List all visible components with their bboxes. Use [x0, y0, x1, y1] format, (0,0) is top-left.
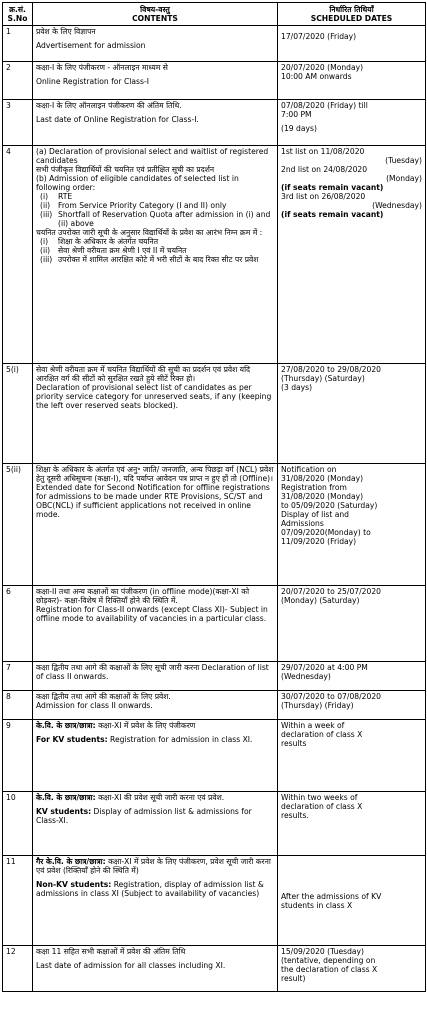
row-dates [278, 662, 426, 691]
content-hindi: सेवा श्रेणी वरीयता क्रम में चयनित विद्यार्थियों की सूची का प्रदर्शन एवं प्रवेश यदि आरक्षित वर्ग की सीटों को सुरक्षित रखते हुये सीटें रिक्त हो। [36, 365, 251, 383]
table-row [3, 26, 426, 62]
table-row [3, 662, 426, 691]
content-hindi-b: चयनित उपरोक्त जारी सूची के अनुसार विद्यार्थियों के प्रवेश का आरंभ निम्न क्रम में : [36, 228, 263, 237]
table-row [3, 62, 426, 100]
row-content [33, 856, 278, 946]
row-dates [278, 26, 426, 62]
date-line: the declaration of class X [281, 965, 378, 974]
row-content [33, 464, 278, 586]
category-lead-hi: के.वि. के छात्र/छात्रा: [36, 721, 96, 730]
content-hindi: के.वि. के छात्र/छात्रा: कक्षा-XI में प्रवेश के लिए पंजीकरण [36, 721, 196, 730]
date-line: 07/09/2020(Monday) to [281, 528, 371, 537]
date-line: Within two weeks of [281, 793, 358, 802]
row-number: 5(i) [3, 364, 33, 464]
header-dates-hi: निर्धारित तिथियाँ [329, 5, 374, 14]
list-item: (i) शिक्षा के अधिकार के अंतर्गत चयनित [40, 237, 159, 246]
date-line: Within a week of [281, 721, 345, 730]
content-english: Last date of Online Registration for Class-I. [36, 115, 199, 124]
date-line: 31/08/2020 (Monday) [281, 492, 364, 501]
date-line: Admissions [281, 519, 324, 528]
date-line: Display of list and [281, 510, 349, 519]
content-hindi: कक्षा-I के लिए ऑनलाइन पंजीकरण की अंतिम तिथि. [36, 101, 182, 110]
row-number: 10 [3, 792, 33, 856]
category-lead-en: KV students: [36, 807, 92, 816]
row-content [33, 720, 278, 792]
row-dates [278, 146, 426, 364]
date-line: 20/07/2020 to 25/07/2020 [281, 587, 381, 596]
date-line: 11/09/2020 (Friday) [281, 537, 357, 546]
header-dates [278, 3, 426, 26]
list-item: (iii) Shortfall of Reservation Quota after admission in (i) and (ii) above [40, 210, 271, 228]
row-dates [278, 100, 426, 146]
row-content [33, 662, 278, 691]
row-number: 11 [3, 856, 33, 946]
date-line: 1st list on 11/08/2020 [281, 147, 365, 156]
table-row [3, 586, 426, 662]
header-dates-en: SCHEDULED DATES [310, 14, 393, 23]
content-english-b: (b) Admission of eligible candidates of selected list in following order: [36, 174, 239, 192]
content-english-a: (a) Declaration of provisional select and waitlist of registered candidates [36, 147, 269, 165]
row-content [33, 691, 278, 720]
date-line: (Thursday) (Friday) [281, 701, 354, 710]
row-number: 5(ii) [3, 464, 33, 586]
row-dates [278, 720, 426, 792]
content-english: Admission for class II onwards. [36, 701, 153, 710]
list-item: (iii) उपरोक्त में शामिल आरक्षित कोटे में भरी सीटों के बाद रिक्त सीट पर प्रवेश [40, 255, 259, 264]
content-hindi: कक्षा 11 सहित सभी कक्षाओं में प्रवेश की अंतिम तिथि [36, 947, 186, 956]
row-content [33, 26, 278, 62]
category-lead-en: Non-KV students: [36, 880, 112, 889]
row-content [33, 62, 278, 100]
content-hindi: कक्षा-I के लिए पंजीकरण - ऑनलाइन माध्यम से [36, 63, 168, 72]
row-content [33, 100, 278, 146]
content-english: Advertisement for admission [36, 41, 146, 50]
date-line: result) [281, 974, 306, 983]
list-item: (i) RTE [40, 192, 73, 201]
row-dates [278, 691, 426, 720]
date-line: 31/08/2020 (Monday) [281, 474, 364, 483]
row-number: 9 [3, 720, 33, 792]
category-lead-en: For KV students: [36, 735, 108, 744]
row-dates [278, 586, 426, 662]
row-dates [278, 946, 426, 992]
table-header-row [3, 3, 426, 26]
date-line: results [281, 739, 307, 748]
header-contents-hi: विषय-वस्तु [140, 5, 170, 14]
content-hindi-a: सभी पंजीकृत विद्यार्थियों की चयनित एवं प्रतीक्षित सूची का प्रदर्शन [36, 165, 215, 174]
date-line: (Tuesday) [385, 156, 422, 165]
date-line: 3rd list on 26/08/2020 [281, 192, 366, 201]
content-english: Last date of admission for all classes including XI. [36, 961, 226, 970]
admission-schedule-table [2, 2, 426, 992]
date-line: results. [281, 811, 309, 820]
date-line: 2nd list on 24/08/2020 [281, 165, 368, 174]
content-hindi: शिक्षा के अधिकार के अंतर्गत एवं अनु॰ जाति/ जनजाति, अन्य पिछड़ा वर्ग (NCL) प्रवेश हेतु दूसरी अधिसूचना (कक्षा-I), यदि पर्याप्त आवेदन पत्र प्राप्त न हुए हों तो (Offline)। [36, 465, 274, 483]
category-lead-hi: गैर के.वि. के छात्र/छात्रा: [36, 857, 106, 866]
list-item: (ii) सेवा श्रेणी वरीयता क्रम श्रेणी I एवं II में चयनित [40, 246, 187, 255]
date-line: to 05/09/2020 (Saturday) [281, 501, 378, 510]
content-hindi: कक्षा द्वितीय तथा आगे की कक्षाओं के लिए सूची जारी करना Declaration of list of class II onwards. [36, 663, 269, 681]
order-list-en [36, 192, 274, 228]
date-line: Notification on [281, 465, 337, 474]
date-line: 30/07/2020 to 07/08/2020 [281, 692, 381, 701]
date-line: 7:00 PM [281, 110, 312, 119]
table-row [3, 146, 426, 364]
date-line: declaration of class X [281, 802, 363, 811]
date-line: (if seats remain vacant) [281, 210, 384, 219]
row-content [33, 586, 278, 662]
date-line: 07/08/2020 (Friday) till [281, 101, 368, 110]
date-line: (3 days) [281, 383, 313, 392]
content-hindi: गैर के.वि. के छात्र/छात्रा: कक्षा-XI में प्रवेश के लिए पंजीकरण, प्रवेश सूची जारी करना एवं प्रवेश (रिक्तियाँ होने की स्थिति में) [36, 857, 271, 875]
date-line: (Wednesday) [281, 672, 331, 681]
content-hindi: के.वि. के छात्र/छात्रा: कक्षा-XI की प्रवेश सूची जारी करना एवं प्रवेश. [36, 793, 225, 802]
date-line: (if seats remain vacant) [281, 183, 384, 192]
list-item: (ii) From Service Priority Category (I and II) only [40, 201, 227, 210]
date-line: 20/07/2020 (Monday) [281, 63, 364, 72]
row-number: 8 [3, 691, 33, 720]
content-english: Online Registration for Class-I [36, 77, 149, 86]
date-line: After the admissions of KV [281, 891, 382, 901]
date-line: Registration from [281, 483, 347, 492]
date-line: declaration of class X [281, 730, 363, 739]
table-row [3, 464, 426, 586]
row-number: 4 [3, 146, 33, 364]
date-line: (19 days) [281, 124, 317, 133]
category-lead-hi: के.वि. के छात्र/छात्रा: [36, 793, 96, 802]
row-number: 1 [3, 26, 33, 62]
header-sno [3, 3, 33, 26]
row-content [33, 146, 278, 364]
date-line: (Monday) (Saturday) [281, 596, 360, 605]
header-contents [33, 3, 278, 26]
table-row [3, 100, 426, 146]
table-row [3, 792, 426, 856]
date-line: 29/07/2020 at 4:00 PM [281, 663, 368, 672]
date-line: (Wednesday) [372, 201, 422, 210]
date-line: (tentative, depending on [281, 956, 376, 965]
content-hindi: कक्षा-II तथा अन्य कक्षाओं का पंजीकरण (in offline mode)(कक्षा-XI को छोड़कर)- कक्षा-विशेष में रिक्तियाँ होने की स्थिति में. [36, 587, 250, 605]
row-dates [278, 856, 426, 946]
date-line: (Thursday) (Saturday) [281, 374, 365, 383]
row-content [33, 364, 278, 464]
content-english: Registration for Class-II onwards (except Class XI)- Subject in offline mode to availability of vacancies in a particular class. [36, 605, 268, 623]
table-row [3, 364, 426, 464]
date-line: 15/09/2020 (Tuesday) [281, 947, 365, 956]
header-contents-en: CONTENTS [132, 14, 178, 23]
date-line: 17/07/2020 (Friday) [281, 32, 357, 41]
row-number: 3 [3, 100, 33, 146]
header-sno-hi: क्र.सं. [9, 5, 26, 14]
date-line: (Monday) [386, 174, 422, 183]
table-row [3, 856, 426, 946]
row-content [33, 946, 278, 992]
date-line: 27/08/2020 to 29/08/2020 [281, 365, 381, 374]
row-dates [278, 464, 426, 586]
order-list-hi [36, 237, 274, 264]
content-english: Non-KV students: Registration, display of admission list & admissions in class XI (Subject to availability of vacancies) [36, 880, 264, 898]
table-row [3, 720, 426, 792]
content-english: Declaration of provisional select list of candidates as per priority service category for unreserved seats, if any (keeping the left over reserved seats blocked). [36, 383, 272, 410]
row-content [33, 792, 278, 856]
row-number: 7 [3, 662, 33, 691]
row-number: 2 [3, 62, 33, 100]
content-english: Extended date for Second Notification for offline registrations for admissions to be made under RTE Provisions, SC/ST and OBC(NCL) if sufficient applications not received in online mode. [36, 483, 270, 519]
row-dates [278, 62, 426, 100]
content-english: KV students: Display of admission list & admissions for Class-XI. [36, 807, 252, 825]
row-number: 12 [3, 946, 33, 992]
table-row [3, 946, 426, 992]
table-row [3, 691, 426, 720]
date-line: students in class X [281, 900, 353, 910]
row-number: 6 [3, 586, 33, 662]
content-english: For KV students: Registration for admission in class XI. [36, 735, 253, 744]
header-sno-en: S.No [7, 14, 28, 23]
row-dates [278, 364, 426, 464]
row-dates [278, 792, 426, 856]
content-hindi: प्रवेश के लिए विज्ञापन [36, 27, 96, 36]
date-line: 10:00 AM onwards [281, 72, 352, 81]
content-hindi: कक्षा द्वितीय तथा आगे की कक्षाओं के लिए प्रवेश. [36, 692, 171, 701]
